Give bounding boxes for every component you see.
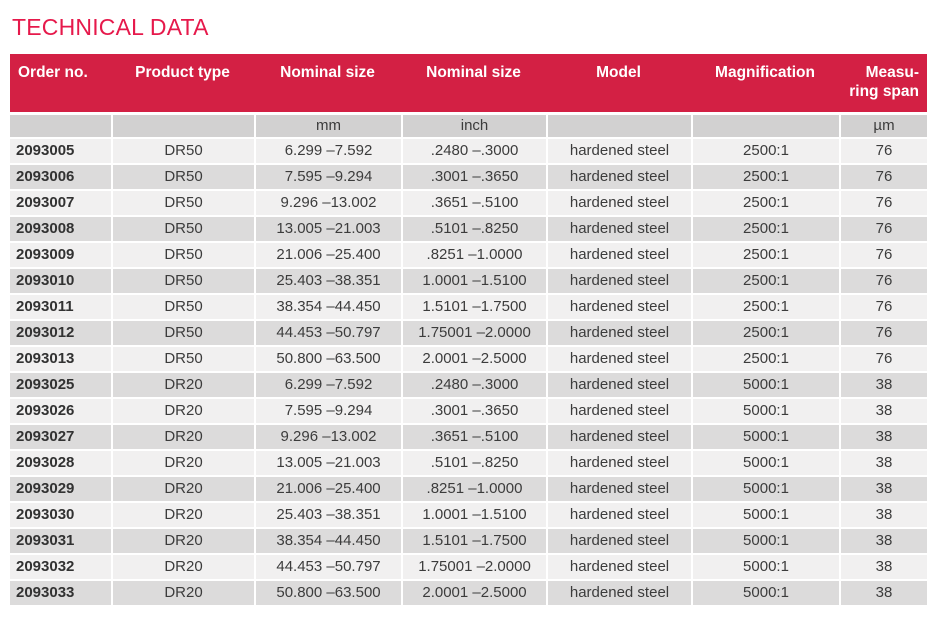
cell-measuring-span: 76 <box>839 191 927 217</box>
cell-order-no: 2093010 <box>10 269 111 295</box>
cell-order-no: 2093005 <box>10 139 111 165</box>
cell-model: hardened steel <box>546 529 691 555</box>
cell-magnification: 2500:1 <box>691 217 839 243</box>
cell-nominal-inch: .3001 –.3650 <box>401 399 546 425</box>
cell-nominal-mm: 38.354 –44.450 <box>254 529 401 555</box>
cell-nominal-mm: 6.299 –7.592 <box>254 373 401 399</box>
cell-magnification: 2500:1 <box>691 243 839 269</box>
cell-measuring-span: 38 <box>839 399 927 425</box>
unit-cell-magnification <box>691 115 839 139</box>
cell-nominal-mm: 6.299 –7.592 <box>254 139 401 165</box>
cell-magnification: 2500:1 <box>691 139 839 165</box>
cell-nominal-inch: .3651 –.5100 <box>401 191 546 217</box>
cell-measuring-span: 76 <box>839 295 927 321</box>
table-row <box>10 555 927 581</box>
table-row <box>10 321 927 347</box>
unit-cell-nominal-mm: mm <box>254 115 401 139</box>
cell-order-no: 2093028 <box>10 451 111 477</box>
cell-model: hardened steel <box>546 321 691 347</box>
cell-model: hardened steel <box>546 295 691 321</box>
cell-measuring-span: 38 <box>839 581 927 607</box>
cell-nominal-inch: 1.5101 –1.7500 <box>401 529 546 555</box>
cell-magnification: 5000:1 <box>691 477 839 503</box>
table-row <box>10 373 927 399</box>
cell-product-type: DR50 <box>111 347 254 373</box>
cell-nominal-mm: 9.296 –13.002 <box>254 425 401 451</box>
cell-nominal-inch: 2.0001 –2.5000 <box>401 581 546 607</box>
cell-model: hardened steel <box>546 373 691 399</box>
unit-cell-product-type <box>111 115 254 139</box>
column-header-measuring-span: Measu- ring span <box>839 54 927 115</box>
cell-product-type: DR50 <box>111 139 254 165</box>
column-header-magnification: Magnification <box>691 54 839 115</box>
cell-model: hardened steel <box>546 503 691 529</box>
cell-product-type: DR20 <box>111 581 254 607</box>
cell-nominal-inch: .3001 –.3650 <box>401 165 546 191</box>
table-row <box>10 399 927 425</box>
cell-product-type: DR20 <box>111 399 254 425</box>
cell-product-type: DR20 <box>111 555 254 581</box>
cell-magnification: 2500:1 <box>691 321 839 347</box>
cell-product-type: DR20 <box>111 451 254 477</box>
cell-nominal-mm: 13.005 –21.003 <box>254 217 401 243</box>
cell-product-type: DR50 <box>111 295 254 321</box>
cell-nominal-mm: 50.800 –63.500 <box>254 347 401 373</box>
table-row <box>10 503 927 529</box>
cell-measuring-span: 76 <box>839 243 927 269</box>
cell-measuring-span: 38 <box>839 425 927 451</box>
table-row <box>10 347 927 373</box>
cell-nominal-mm: 25.403 –38.351 <box>254 269 401 295</box>
cell-measuring-span: 38 <box>839 529 927 555</box>
cell-product-type: DR50 <box>111 269 254 295</box>
column-header-nominal-inch: Nominal size <box>401 54 546 115</box>
table-row <box>10 243 927 269</box>
cell-magnification: 5000:1 <box>691 581 839 607</box>
cell-product-type: DR20 <box>111 373 254 399</box>
cell-product-type: DR20 <box>111 425 254 451</box>
technical-data-table <box>10 54 927 607</box>
cell-magnification: 2500:1 <box>691 269 839 295</box>
cell-measuring-span: 38 <box>839 373 927 399</box>
page-title: TECHNICAL DATA <box>12 14 209 40</box>
cell-magnification: 5000:1 <box>691 451 839 477</box>
cell-magnification: 5000:1 <box>691 555 839 581</box>
cell-order-no: 2093007 <box>10 191 111 217</box>
cell-order-no: 2093012 <box>10 321 111 347</box>
cell-nominal-mm: 13.005 –21.003 <box>254 451 401 477</box>
cell-model: hardened steel <box>546 399 691 425</box>
table-row <box>10 139 927 165</box>
cell-model: hardened steel <box>546 347 691 373</box>
cell-nominal-inch: .5101 –.8250 <box>401 451 546 477</box>
cell-measuring-span: 38 <box>839 451 927 477</box>
column-header-product-type: Product type <box>111 54 254 115</box>
table-row <box>10 217 927 243</box>
cell-magnification: 5000:1 <box>691 373 839 399</box>
table-row <box>10 269 927 295</box>
cell-nominal-mm: 7.595 –9.294 <box>254 165 401 191</box>
cell-nominal-mm: 9.296 –13.002 <box>254 191 401 217</box>
cell-model: hardened steel <box>546 425 691 451</box>
cell-nominal-mm: 38.354 –44.450 <box>254 295 401 321</box>
cell-measuring-span: 76 <box>839 269 927 295</box>
cell-product-type: DR20 <box>111 503 254 529</box>
cell-model: hardened steel <box>546 581 691 607</box>
table-row <box>10 425 927 451</box>
cell-product-type: DR50 <box>111 165 254 191</box>
cell-product-type: DR20 <box>111 529 254 555</box>
cell-order-no: 2093030 <box>10 503 111 529</box>
table-header-row <box>10 54 927 115</box>
cell-order-no: 2093026 <box>10 399 111 425</box>
cell-nominal-inch: 1.75001 –2.0000 <box>401 321 546 347</box>
cell-nominal-inch: .8251 –1.0000 <box>401 243 546 269</box>
cell-nominal-mm: 44.453 –50.797 <box>254 321 401 347</box>
cell-model: hardened steel <box>546 269 691 295</box>
cell-measuring-span: 38 <box>839 477 927 503</box>
cell-order-no: 2093025 <box>10 373 111 399</box>
unit-cell-model <box>546 115 691 139</box>
cell-order-no: 2093006 <box>10 165 111 191</box>
cell-magnification: 2500:1 <box>691 295 839 321</box>
cell-nominal-inch: 1.0001 –1.5100 <box>401 503 546 529</box>
cell-product-type: DR20 <box>111 477 254 503</box>
cell-model: hardened steel <box>546 139 691 165</box>
cell-magnification: 5000:1 <box>691 399 839 425</box>
table-row <box>10 529 927 555</box>
cell-product-type: DR50 <box>111 217 254 243</box>
column-header-model: Model <box>546 54 691 115</box>
table-row <box>10 451 927 477</box>
cell-order-no: 2093011 <box>10 295 111 321</box>
cell-model: hardened steel <box>546 191 691 217</box>
cell-nominal-mm: 7.595 –9.294 <box>254 399 401 425</box>
table-row <box>10 165 927 191</box>
table-row <box>10 295 927 321</box>
table-row <box>10 191 927 217</box>
cell-nominal-inch: 1.0001 –1.5100 <box>401 269 546 295</box>
cell-nominal-inch: 2.0001 –2.5000 <box>401 347 546 373</box>
cell-nominal-inch: 1.5101 –1.7500 <box>401 295 546 321</box>
cell-nominal-mm: 21.006 –25.400 <box>254 477 401 503</box>
cell-order-no: 2093029 <box>10 477 111 503</box>
cell-measuring-span: 76 <box>839 321 927 347</box>
cell-measuring-span: 76 <box>839 347 927 373</box>
cell-order-no: 2093033 <box>10 581 111 607</box>
cell-nominal-mm: 44.453 –50.797 <box>254 555 401 581</box>
cell-product-type: DR50 <box>111 321 254 347</box>
cell-nominal-inch: .2480 –.3000 <box>401 139 546 165</box>
cell-order-no: 2093031 <box>10 529 111 555</box>
cell-order-no: 2093032 <box>10 555 111 581</box>
cell-nominal-inch: .8251 –1.0000 <box>401 477 546 503</box>
cell-model: hardened steel <box>546 165 691 191</box>
table-row <box>10 581 927 607</box>
cell-nominal-mm: 50.800 –63.500 <box>254 581 401 607</box>
unit-cell-nominal-inch: inch <box>401 115 546 139</box>
cell-measuring-span: 76 <box>839 217 927 243</box>
column-header-nominal-mm: Nominal size <box>254 54 401 115</box>
cell-nominal-inch: .3651 –.5100 <box>401 425 546 451</box>
cell-order-no: 2093027 <box>10 425 111 451</box>
unit-cell-measuring-span: µm <box>839 115 927 139</box>
cell-magnification: 2500:1 <box>691 165 839 191</box>
cell-magnification: 5000:1 <box>691 425 839 451</box>
cell-measuring-span: 76 <box>839 139 927 165</box>
cell-nominal-inch: 1.75001 –2.0000 <box>401 555 546 581</box>
cell-magnification: 2500:1 <box>691 191 839 217</box>
cell-order-no: 2093009 <box>10 243 111 269</box>
cell-order-no: 2093013 <box>10 347 111 373</box>
cell-nominal-mm: 25.403 –38.351 <box>254 503 401 529</box>
cell-model: hardened steel <box>546 477 691 503</box>
unit-cell-order-no <box>10 115 111 139</box>
cell-order-no: 2093008 <box>10 217 111 243</box>
table-unit-row <box>10 115 927 139</box>
cell-magnification: 2500:1 <box>691 347 839 373</box>
column-header-order-no: Order no. <box>10 54 111 115</box>
cell-product-type: DR50 <box>111 243 254 269</box>
cell-model: hardened steel <box>546 243 691 269</box>
cell-measuring-span: 38 <box>839 555 927 581</box>
cell-measuring-span: 76 <box>839 165 927 191</box>
cell-nominal-mm: 21.006 –25.400 <box>254 243 401 269</box>
cell-magnification: 5000:1 <box>691 529 839 555</box>
cell-model: hardened steel <box>546 555 691 581</box>
cell-nominal-inch: .2480 –.3000 <box>401 373 546 399</box>
cell-magnification: 5000:1 <box>691 503 839 529</box>
cell-nominal-inch: .5101 –.8250 <box>401 217 546 243</box>
cell-model: hardened steel <box>546 451 691 477</box>
cell-measuring-span: 38 <box>839 503 927 529</box>
table-row <box>10 477 927 503</box>
cell-product-type: DR50 <box>111 191 254 217</box>
cell-model: hardened steel <box>546 217 691 243</box>
